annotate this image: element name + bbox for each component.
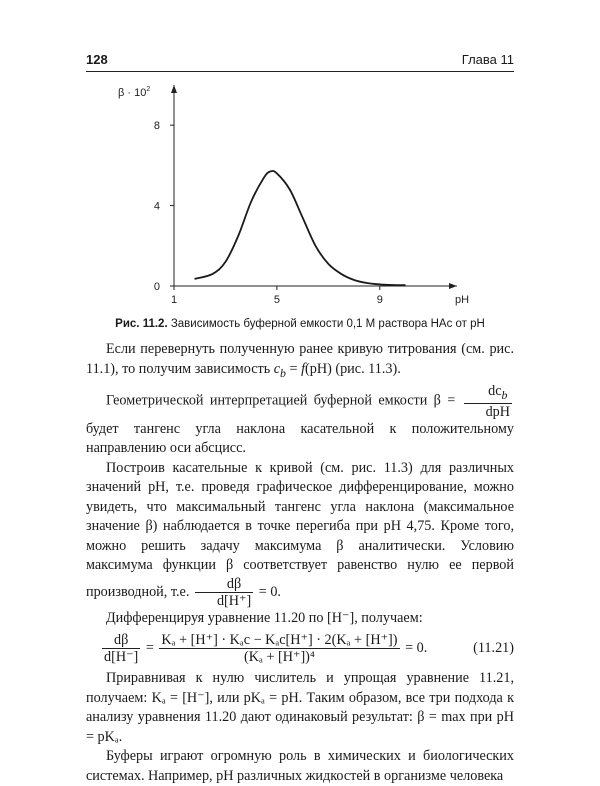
y-axis-arrow [171,85,177,93]
p3-text-b: = 0. [255,583,281,600]
paragraph-6: Буферы играют огромную роль в химических и биологических системах. Например, pH различных жидкостей в организме человека [86,748,514,784]
eq-lhs [102,632,140,665]
x-tick-label: 1 [170,294,178,306]
equation-11-21: $\frac{d\beta}{d[H^-]}$ = $\frac{\text{Kₐ + [H⁺] · Kₐc − Kₐc[H⁺] · 2(Kₐ + [H⁺])}}{\text{(Kₐ + [H⁺])⁴}}$ = 0. (11.21) [104,632,514,666]
equation-number: (11.21) [473,639,514,656]
body-text [86,340,514,786]
chapter-title: Глава 11 [461,52,514,67]
paragraph-1 [86,340,514,383]
p1-var-f: f [301,360,306,377]
page-number: 128 [86,52,108,67]
chart-axes [171,85,457,289]
paragraph-2 [86,383,514,459]
p1-var-c: c [273,360,281,377]
eq-lhs-den: d[H⁻] [104,649,139,666]
x-tick-label: 9 [376,294,383,306]
frac-den: d[H⁺] [216,592,252,609]
frac-num: dc [488,382,502,399]
figure-label: Рис. 11.2. [115,318,168,330]
fraction-dbeta-dh [195,576,253,609]
frac-num: dβ [195,576,253,593]
y-axis-label-exp: 2 [146,86,151,93]
p1-eq: = [285,360,302,377]
y-tick-label: 8 [153,120,160,133]
eq-rhs-num: Kₐ + [H⁺] · Kₐc − Kₐc[H⁺] · 2(Kₐ + [H⁺]) [161,632,398,649]
frac-den: dpH [485,403,510,420]
eq-rhs-den: (Kₐ + [H⁺])⁴ [244,649,315,666]
running-header [86,52,514,70]
fraction-dcb-dph [464,383,512,420]
figure-caption [86,318,514,330]
eq-tail: = 0. [401,639,428,656]
p1-text-a: Если перевернуть полученную ранее кривую титрования (см. рис. 11.1), то получим зависимость [86,341,514,377]
y-axis-label-base: β · 10 [118,87,147,99]
paragraph-3 [86,459,514,609]
x-axis-label: pH [455,294,470,306]
y-axis-label [118,86,150,99]
eq-rhs [159,632,399,665]
p3-text-a: Построив касательные к кривой (см. рис. 11.3) для различных значений pH, т.е. проведя графическое дифференцирование, можно увидеть, что максимальный тангенс угла наклона (максимальное значение β) наблюдается в точке перегиба при pH 4,75. Кроме того, можно решить задачу максимума β аналитически. Условию максимума функции β соответствует равенство нулю ее первой производной, т.е. [86,459,514,600]
x-axis-arrow [449,283,457,289]
p1-text-c: (pH) (рис. 11.3). [305,360,401,377]
p1-var-c-sub: b [280,365,286,380]
figure-caption-text: Зависимость буферной емкости 0,1 М раствора НАс от pH [170,318,485,330]
p2-text-b: будет тангенс угла наклона касательной к положительному направлению оси абсцисс. [86,420,514,457]
buffer-capacity-chart [0,70,600,315]
y-tick-label: 0 [153,281,160,293]
paragraph-4: Дифференцируя уравнение 11.20 по [H⁻], получаем: [106,609,423,626]
series-line-beta [195,171,406,285]
frac-num-sub: b [501,387,508,402]
x-tick-label: 5 [273,294,280,306]
eq-lhs-num: dβ [102,632,140,649]
p2-text-a: Геометрической интерпретацией буферной емкости β = [106,392,456,409]
paragraph-5: Приравнивая к нулю числитель и упрощая уравнение 11.21, получаем: Kₐ = [H⁻], или pKₐ = pH. Таким образом, все три подхода к анализу уравнения 11.20 дают одинаковый результат: β = max при pH = pKₐ. [86,670,514,745]
y-tick-label: 4 [153,200,160,213]
